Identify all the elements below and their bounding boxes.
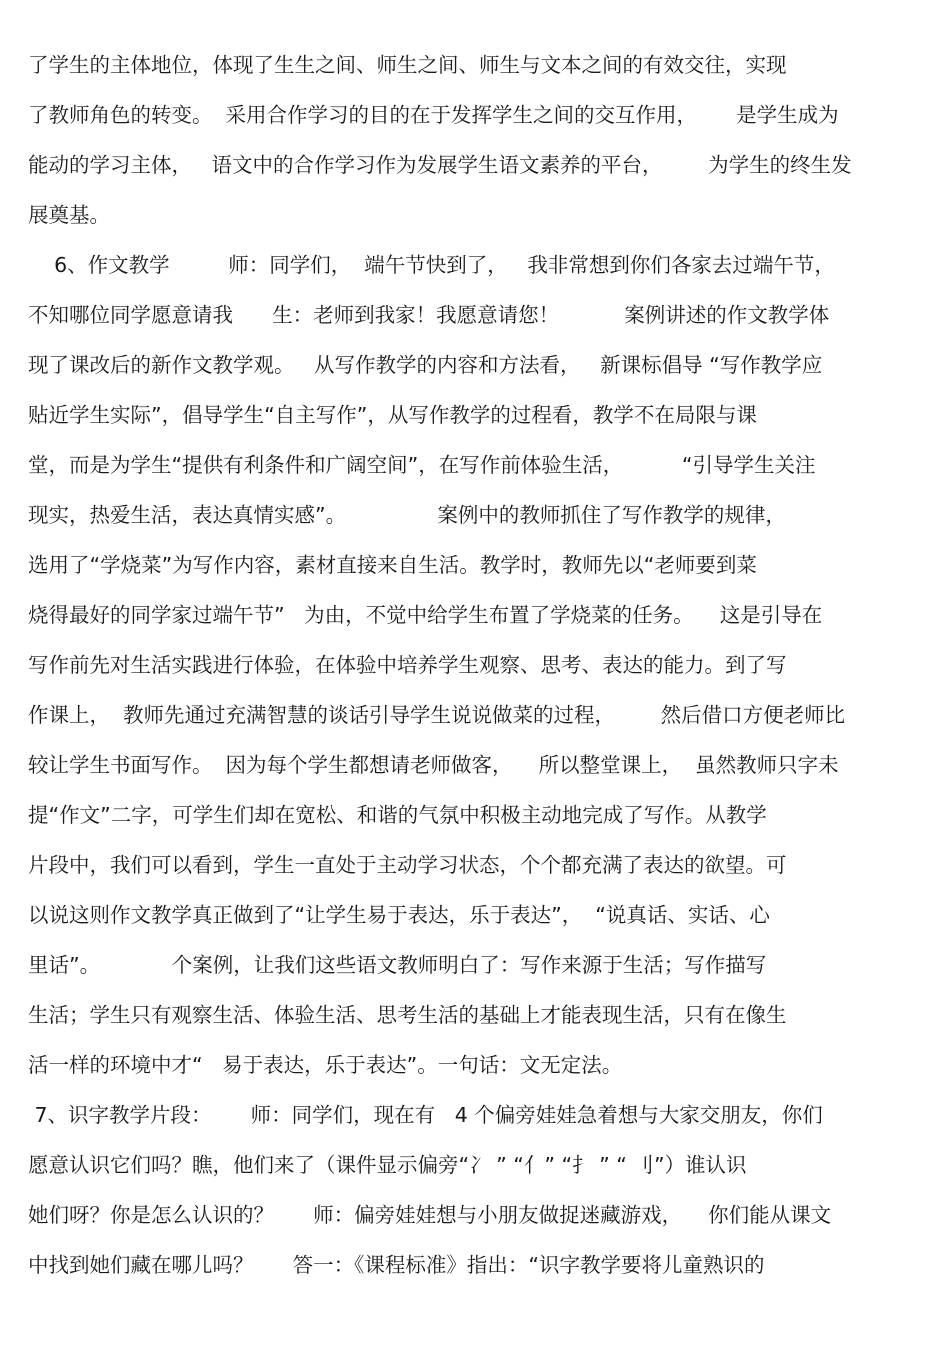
text-line: 了教师角色的转变。 采用合作学习的目的在于发挥学生之间的交互作用， 是学生成为 — [28, 103, 839, 127]
text-line: 片段中，我们可以看到，学生一直处于主动学习状态，个个都充满了表达的欲望。可 — [28, 853, 787, 877]
text-line: 提“作文”二字，可学生们却在宽松、和谐的气氛中积极主动地完成了写作。从教学 — [28, 803, 767, 827]
text-line: 现实，热爱生活，表达真情实感”。 案例中的教师抓住了写作教学的规律， — [28, 503, 786, 527]
text-line: 活一样的环境中才“ 易于表达，乐于表达”。一句话：文无定法。 — [28, 1053, 623, 1077]
text-line: 写作前先对生活实践进行体验，在体验中培养学生观察、思考、表达的能力。到了写 — [28, 653, 787, 677]
section-heading-line: 7、识字教学片段： 师：同学们，现在有 4 个偏旁娃娃急着想与大家交朋友，你们 — [28, 1103, 823, 1127]
text-line: 不知哪位同学愿意请我 生：老师到我家！我愿意请您！ 案例讲述的作文教学体 — [28, 303, 830, 327]
text-line: 生活；学生只有观察生活、体验生活、思考生活的基础上才能表现生活，只有在像生 — [28, 1003, 787, 1027]
text-line: 她们呀？你是怎么认识的？ 师：偏旁娃娃想与小朋友做捉迷藏游戏， 你们能从课文 — [28, 1203, 832, 1227]
text-line: 了学生的主体地位，体现了生生之间、师生之间、师生与文本之间的有效交往，实现 — [28, 53, 787, 77]
text-line: 烧得最好的同学家过端午节” 为由，不觉中给学生布置了学烧菜的任务。 这是引导在 — [28, 603, 823, 627]
text-line: 作课上， 教师先通过充满智慧的谈话引导学生说说做菜的过程， 然后借口方便老师比 — [28, 703, 846, 727]
text-line: 贴近学生实际”，倡导学生“自主写作”，从写作教学的过程看，教学不在局限与课 — [28, 403, 757, 427]
text-line: 中找到她们藏在哪儿吗？ 答一：《课程标准》指出：“识字教学要将儿童熟识的 — [28, 1253, 765, 1277]
text-line: 愿意认识它们吗？瞧，他们来了（课件显示偏旁“冫 ” “亻” “扌 ” “ 刂”）谁认识 — [28, 1153, 747, 1177]
section-heading-line: 6、作文教学 师：同学们， 端午节快到了， 我非常想到你们各家去过端午节， — [28, 253, 835, 277]
text-line: 以说这则作文教学真正做到了“让学生易于表达，乐于表达”， “说真话、实话、心 — [28, 903, 770, 927]
text-line: 选用了“学烧菜”为写作内容，素材直接来自生活。教学时，教师先以“老师要到菜 — [28, 553, 757, 577]
text-line: 展奠基。 — [28, 203, 110, 227]
text-line: 能动的学习主体， 语文中的合作学习作为发展学生语文素养的平台， 为学生的终生发 — [28, 153, 852, 177]
text-line: 较让学生书面写作。 因为每个学生都想请老师做客， 所以整堂课上， 虽然教师只字未 — [28, 753, 839, 777]
text-line: 现了课改后的新作文教学观。 从写作教学的内容和方法看， 新课标倡导 “写作教学应 — [28, 353, 823, 377]
text-line: 堂，而是为学生“提供有利条件和广阔空间”，在写作前体验生活， “引导学生关注 — [28, 453, 816, 477]
text-line: 里话”。 个案例，让我们这些语文教师明白了：写作来源于生活；写作描写 — [28, 953, 767, 977]
